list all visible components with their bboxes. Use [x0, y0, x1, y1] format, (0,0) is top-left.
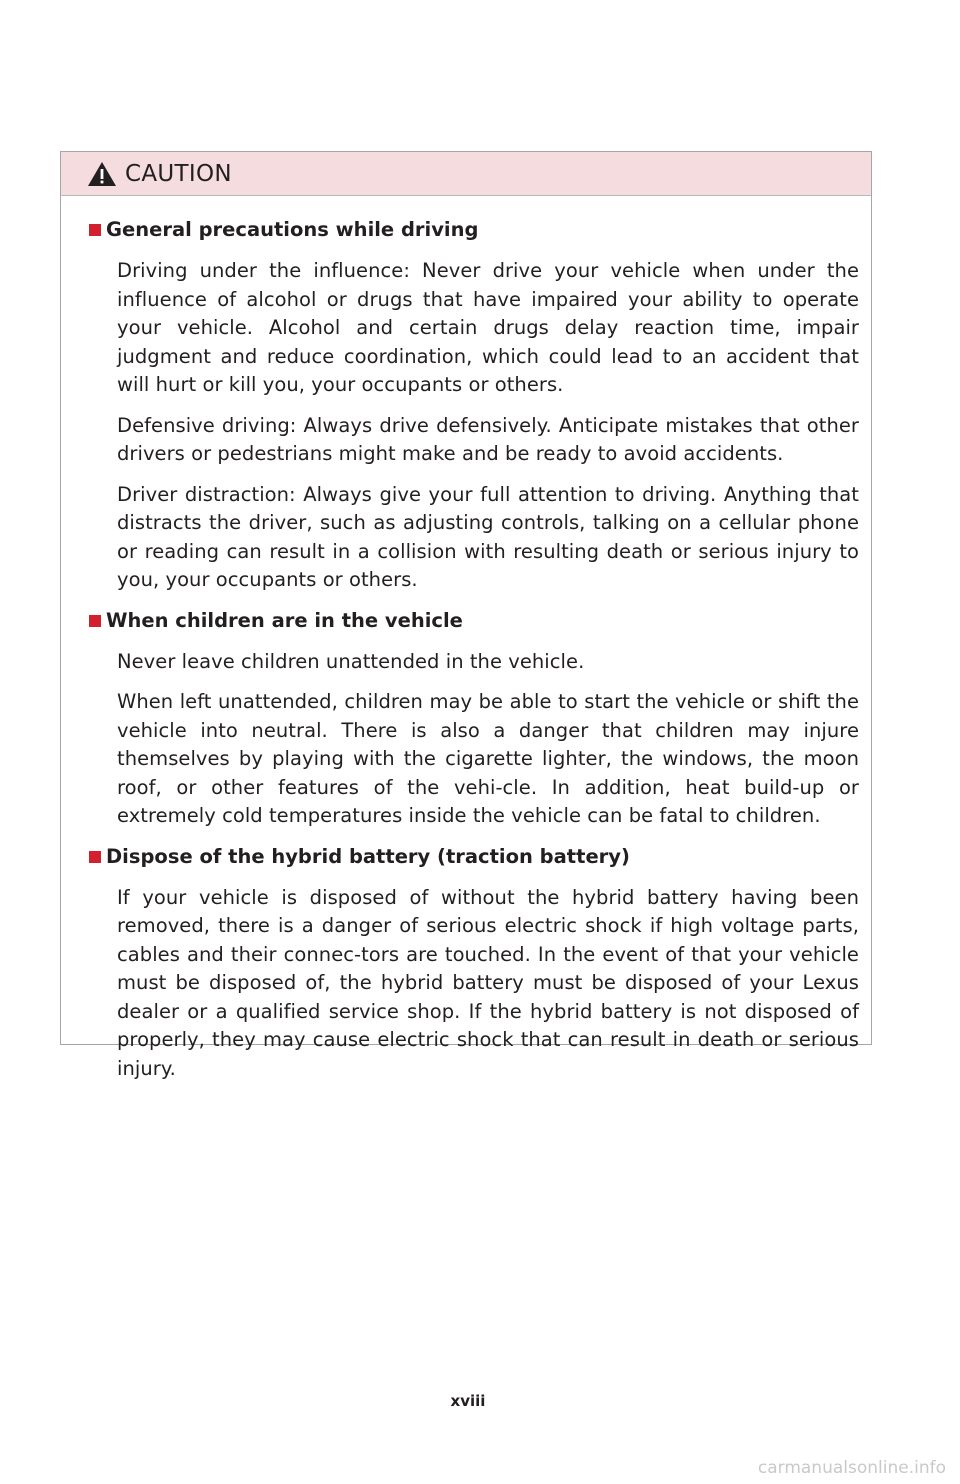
red-square-bullet-icon [89, 224, 101, 236]
section-heading [89, 218, 859, 242]
section-children-in-vehicle [89, 609, 859, 831]
section-general-precautions [89, 218, 859, 595]
section-heading [89, 845, 859, 869]
page-number: xviii [450, 1392, 486, 1410]
watermark: carmanualsonline.info [757, 1458, 946, 1478]
paragraph: Never leave children unattended in the vehicle. [117, 649, 585, 673]
paragraph: Driving under the influence: Never drive your vehicle when under the influence of alcohol or drugs that have impaired your ability to operate your vehicle. Alcohol and certain drugs delay reaction time, impair judgment and reduce coordination, which could lead to an accident that will hurt or kill you, your occupants or others. [117, 259, 859, 396]
section-heading-text: When children are in the vehicle [106, 608, 463, 632]
caution-body [61, 196, 871, 1083]
section-heading [89, 609, 859, 633]
paragraph: Defensive driving: Always drive defensively. Anticipate mistakes that other drivers or pedestrians might make and be ready to avoid accidents. [117, 413, 859, 465]
caution-box [60, 151, 872, 1080]
warning-triangle-icon [87, 161, 117, 187]
section-heading-text: General precautions while driving [106, 218, 479, 241]
paragraph: If your vehicle is disposed of without the hybrid battery having been removed, there is a danger of serious electric shock if high voltage parts, cables and their connec-tors are touched. In the event of that your vehicle must be disposed of, the hybrid battery must be disposed of your Lexus dealer or a qualified service shop. If the hybrid battery is not disposed of properly, they may cause electric shock that can result in death or serious injury. [117, 885, 859, 1080]
paragraph: Driver distraction: Always give your full attention to driving. Anything that distracts the driver, such as adjusting controls, talking on a cellular phone or reading can result in a collision with resulting death or serious injury to you, your occupants or others. [117, 482, 859, 591]
section-heading-text: Dispose of the hybrid battery (traction battery) [106, 844, 630, 868]
paragraph: When left unattended, children may be able to start the vehicle or shift the vehicle into neutral. There is also a danger that children may injure themselves by playing with the cigarette lighter, the windows, the moon roof, or other features of the vehi-cle. In addition, heat build-up or extremely cold temperatures inside the vehicle can be fatal to children. [117, 690, 859, 827]
section-hybrid-battery [89, 845, 859, 1084]
caution-header [61, 152, 871, 196]
red-square-bullet-icon [89, 851, 101, 863]
caution-title: CAUTION [125, 160, 232, 187]
red-square-bullet-icon [89, 615, 101, 627]
